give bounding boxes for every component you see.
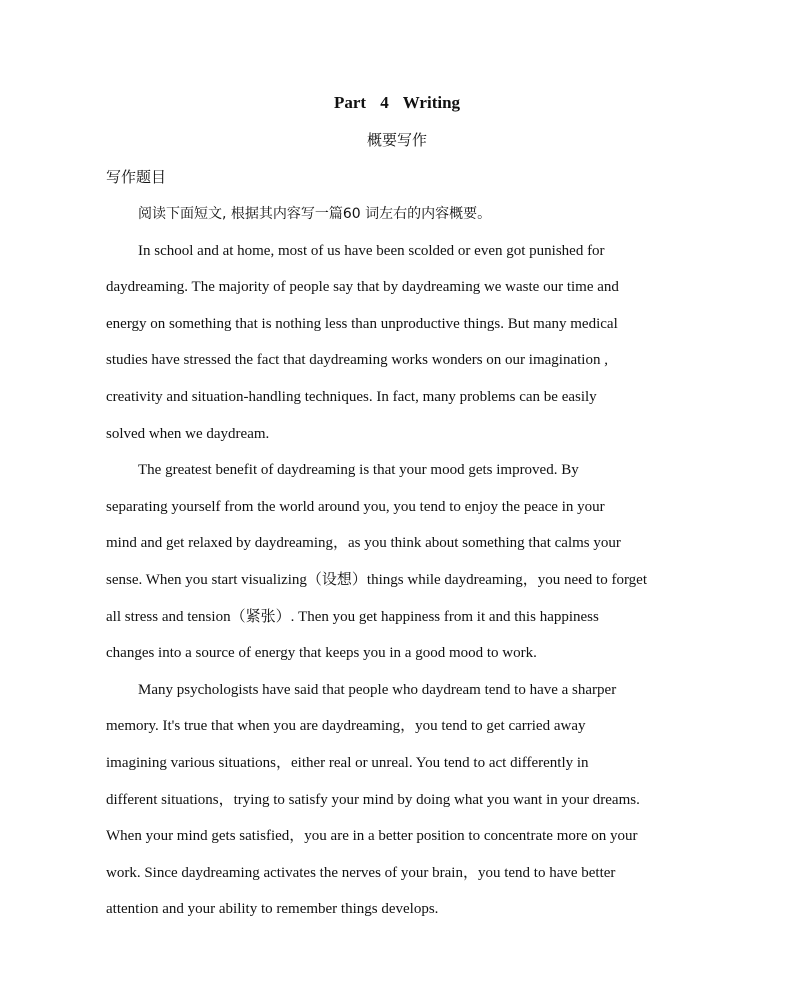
paragraph-1-line-2: daydreaming. The majority of people say that by daydreaming we waste our time and [106, 279, 619, 296]
paragraph-1-line-6: solved when we daydream. [106, 425, 270, 442]
passage-body [106, 202, 694, 934]
paragraph-2-line-3: mind and get relaxed by daydreaming，as you think about something that calms your [106, 535, 621, 552]
paragraph-1-line-5: creativity and situation-handling techniques. In fact, many problems can be easily [106, 388, 597, 405]
paragraph-1-line-1: In school and at home, most of us have been scolded or even got punished for [138, 242, 605, 259]
instruction-text: 阅读下面短文, 根据其内容写一篇60 词左右的内容概要。 [138, 206, 492, 222]
section-label: 写作题目 [106, 168, 167, 186]
paragraph-2-line-5: all stress and tension（紧张）. Then you get happiness from it and this happiness [106, 608, 599, 625]
paragraph-2-line-4: sense. When you start visualizing（设想）things while daydreaming，you need to forget [106, 571, 648, 588]
paragraph-3-line-1: Many psychologists have said that people who daydream tend to have a sharper [138, 681, 617, 698]
paragraph-1-line-4: studies have stressed the fact that daydreaming works wonders on our imagination , [106, 352, 608, 369]
paragraph-3-line-3: imagining various situations，either real or unreal. You tend to act differently in [106, 754, 589, 771]
paragraph-2-line-6: changes into a source of energy that keeps you in a good mood to work. [106, 645, 537, 662]
paragraph-3-line-7: attention and your ability to remember things develops. [106, 901, 439, 918]
paragraph-3-line-5: When your mind gets satisfied，you are in a better position to concentrate more on your [106, 828, 638, 845]
paragraph-3-line-6: work. Since daydreaming activates the nerves of your brain，you tend to have better [106, 864, 616, 881]
paragraph-2-line-2: separating yourself from the world around you, you tend to enjoy the peace in your [106, 498, 605, 515]
paragraph-3-line-4: different situations，trying to satisfy your mind by doing what you want in your dreams. [106, 791, 640, 808]
paragraph-1-line-3: energy on something that is nothing less than unproductive things. But many medical [106, 315, 618, 332]
paragraph-2-line-1: The greatest benefit of daydreaming is that your mood gets improved. By [138, 462, 579, 479]
page-subtitle: 概要写作 [366, 131, 427, 149]
paragraph-3-line-2: memory. It's true that when you are daydreaming，you tend to get carried away [106, 718, 586, 735]
page-title: Part 4 Writing [333, 93, 461, 112]
